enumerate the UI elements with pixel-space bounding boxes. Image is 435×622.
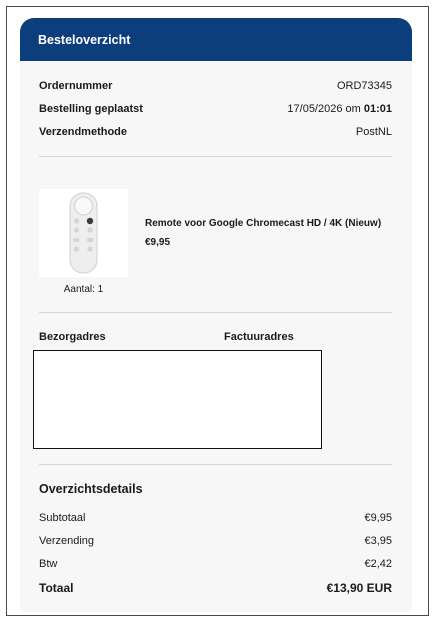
card-header — [20, 18, 412, 61]
tv-remote-icon — [39, 189, 128, 277]
tax-row — [39, 552, 392, 575]
order-info — [39, 74, 392, 143]
divider — [39, 156, 392, 157]
total-value: €13,90 EUR — [326, 581, 392, 595]
order-placed-row — [39, 97, 392, 120]
product-image[interactable] — [39, 189, 128, 277]
redacted-address-box — [33, 350, 322, 449]
divider — [39, 464, 392, 465]
shipping-method-row — [39, 120, 392, 143]
order-placed-label: Bestelling geplaatst — [39, 102, 143, 115]
tax-value: €2,42 — [364, 557, 392, 570]
summary-title: Overzichtsdetails — [39, 482, 143, 496]
divider — [39, 312, 392, 313]
order-summary — [39, 482, 392, 601]
shipping-cost-row — [39, 529, 392, 552]
product-quantity: Aantal: 1 — [63, 284, 104, 295]
order-number-value: ORD73345 — [336, 79, 392, 92]
delivery-address-label: Bezorgadres — [39, 331, 106, 343]
order-placed-time: 01:01 — [363, 102, 392, 115]
order-number-label: Ordernummer — [39, 79, 113, 92]
tax-label: Btw — [39, 557, 58, 570]
product-title[interactable]: Remote voor Google Chromecast HD / 4K (Nieuw) — [145, 218, 382, 229]
order-placed-date: 17/05/2026 om — [287, 102, 364, 115]
order-number-row — [39, 74, 392, 97]
total-label: Totaal — [39, 581, 74, 595]
card-title: Besteloverzicht — [38, 32, 131, 47]
subtotal-value: €9,95 — [364, 511, 392, 524]
product-price: €9,95 — [145, 237, 171, 248]
order-placed-value — [287, 103, 392, 115]
shipping-method-value: PostNL — [355, 125, 392, 138]
subtotal-row — [39, 506, 392, 529]
billing-address-label: Factuuradres — [224, 331, 294, 343]
addresses — [39, 331, 392, 347]
total-row — [39, 575, 392, 601]
shipping-cost-value: €3,95 — [364, 534, 392, 547]
shipping-method-label: Verzendmethode — [39, 125, 128, 138]
product-item — [39, 189, 392, 299]
order-overview-card — [20, 18, 412, 612]
subtotal-label: Subtotaal — [39, 511, 86, 524]
shipping-cost-label: Verzending — [39, 534, 95, 547]
